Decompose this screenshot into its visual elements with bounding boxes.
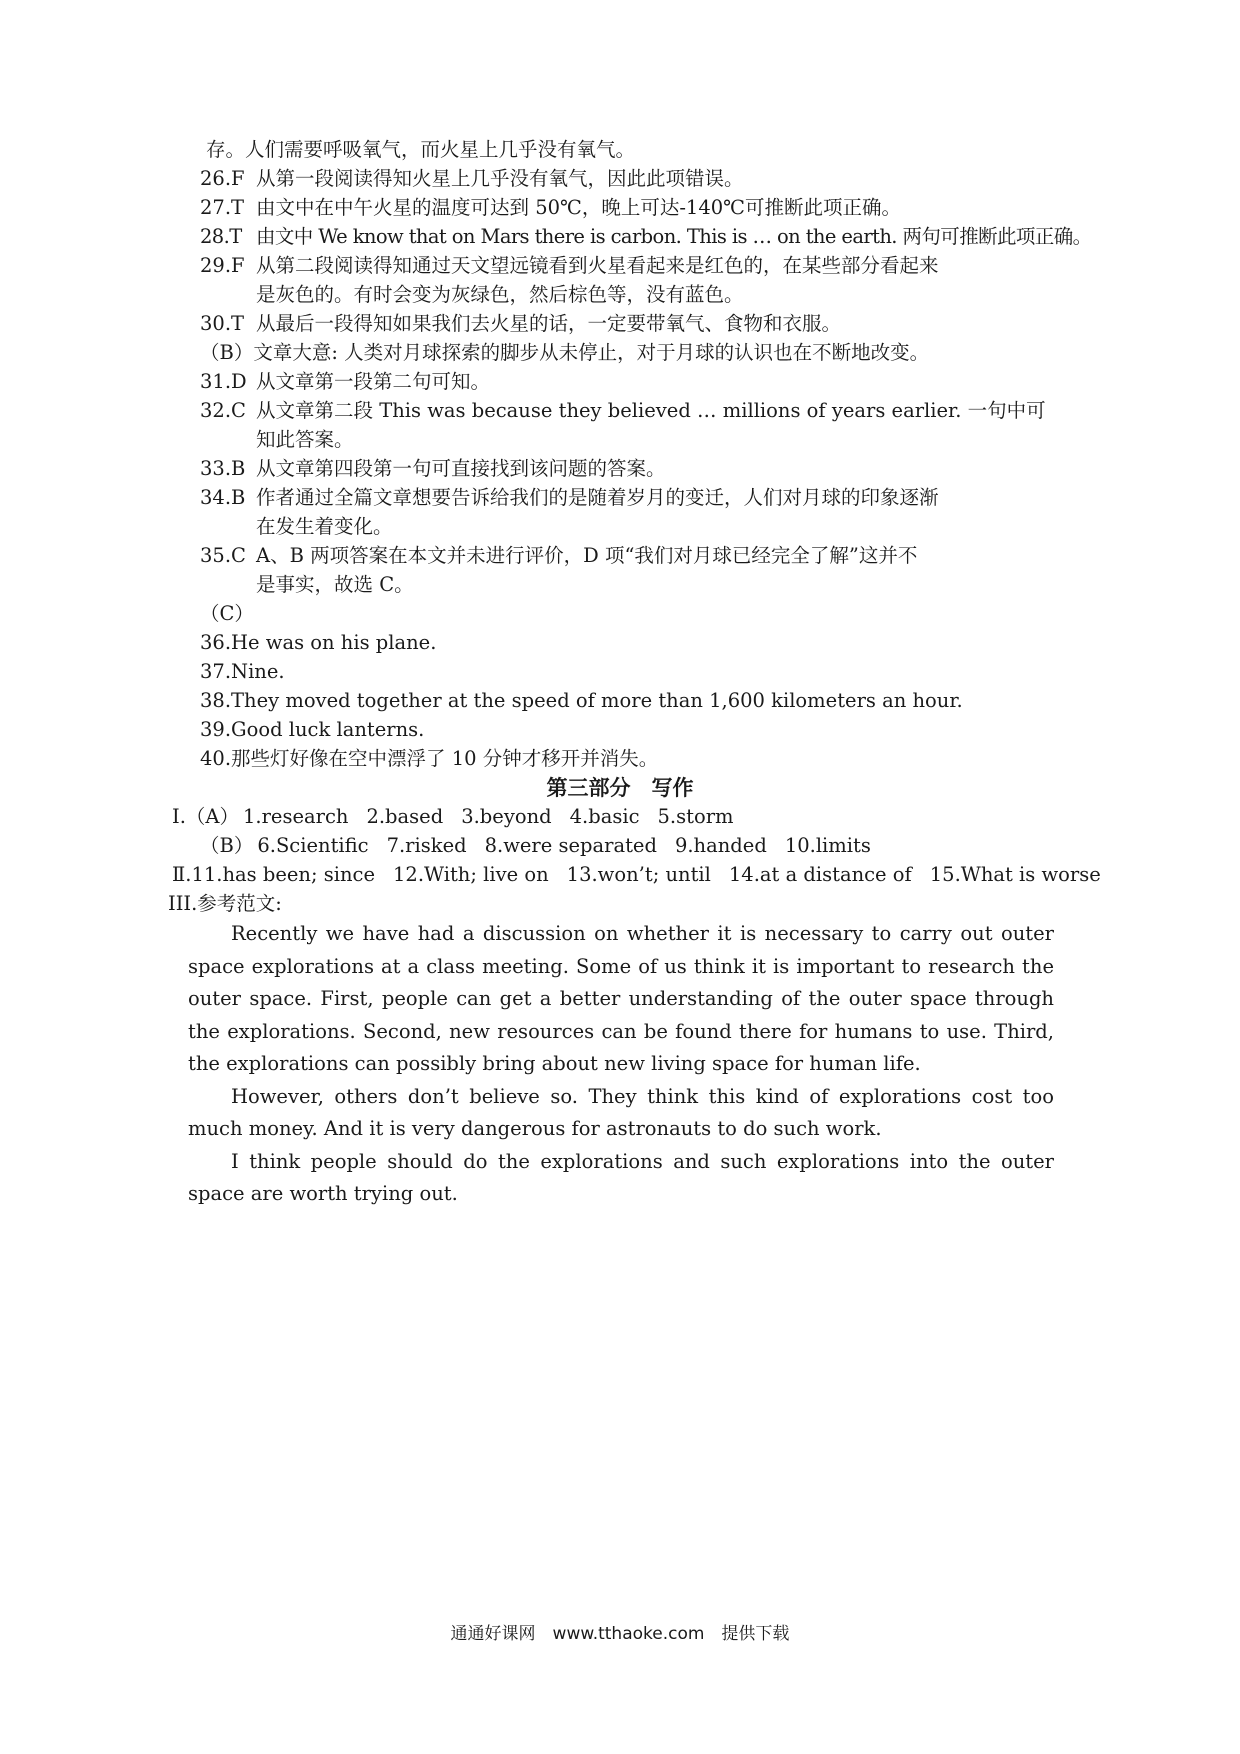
answer-item-39: 39.Good luck lanterns. bbox=[200, 718, 425, 741]
answer-item-31 bbox=[200, 366, 490, 398]
word-answer: 5.storm bbox=[657, 805, 734, 828]
answer-explanation: 从文章第四段第一句可直接找到该问题的答案。 bbox=[256, 457, 666, 480]
passage-c-heading: （C） bbox=[200, 602, 254, 625]
section3-label: III.参考范文: bbox=[168, 892, 282, 915]
section1-b-answers bbox=[200, 830, 889, 862]
answer-number: 30.T bbox=[200, 312, 245, 335]
essay-paragraph: Recently we have had a discussion on whether it is necessary to carry out outer space explorations at a class meeting. Some of us think it is important to research the outer space. First, people can get a better understanding of the outer space through the explorations. Second, new resources can be found there for humans to use. Third, the explorations can possibly bring about new living space for human life. bbox=[188, 922, 1054, 1075]
page-footer: 通通好课网 www.tthaoke.com 提供下载 bbox=[450, 1624, 790, 1644]
answer-item-40: 40.那些灯好像在空中漂浮了 10 分钟才移开并消失。 bbox=[200, 747, 659, 770]
answer-explanation: 作者通过全篇文章想要告诉给我们的是随着岁月的变迁，人们对月球的印象逐渐 bbox=[256, 486, 939, 509]
answer-explanation: 从文章第二段 This was because they believed … millions of years earlier. 一句中可 bbox=[256, 399, 1046, 422]
word-answer: 9.handed bbox=[674, 834, 767, 857]
continued-text-line: 存。人们需要呼吸氧气，而火星上几乎没有氧气。 bbox=[206, 138, 636, 161]
word-answer: 7.risked bbox=[386, 834, 467, 857]
answer-item-28 bbox=[200, 221, 1092, 253]
answer-number: 33.B bbox=[200, 457, 246, 480]
answer-explanation: 由文中 We know that on Mars there is carbon. This is … on the earth. 两句可推断此项正确。 bbox=[256, 225, 1092, 248]
phrase-answer: 11.has been; since bbox=[191, 863, 376, 886]
answer-item-27 bbox=[200, 192, 901, 224]
answer-item-33 bbox=[200, 453, 666, 485]
answer-explanation: 从文章第一段第二句可知。 bbox=[256, 370, 491, 393]
answer-number: 35.C bbox=[200, 544, 246, 567]
answer-explanation: 由文中在中午火星的温度可达到 50℃，晚上可达-140℃可推断此项正确。 bbox=[256, 196, 901, 219]
section1-a-answers bbox=[172, 801, 752, 833]
answer-number: 27.T bbox=[200, 196, 245, 219]
phrase-answer: 14.at a distance of bbox=[728, 863, 912, 886]
answer-item-34 bbox=[200, 482, 939, 514]
answer-item-35-continued: 是事实，故选 C。 bbox=[256, 573, 414, 596]
answer-item-32-continued: 知此答案。 bbox=[256, 428, 354, 451]
answer-explanation: 从第二段阅读得知通过天文望远镜看到火星看起来是红色的，在某些部分看起来 bbox=[256, 254, 939, 277]
answer-explanation: A、B 两项答案在本文并未进行评价，D 项“我们对月球已经完全了解”这并不 bbox=[256, 544, 918, 567]
answer-item-37: 37.Nine. bbox=[200, 660, 285, 683]
phrase-answer: 12.With; live on bbox=[393, 863, 549, 886]
answer-item-30 bbox=[200, 308, 841, 340]
answer-item-29 bbox=[200, 250, 939, 282]
answer-number: 26.F bbox=[200, 167, 245, 190]
section2-answers bbox=[172, 859, 1119, 891]
answer-number: 32.C bbox=[200, 399, 246, 422]
answer-item-36: 36.He was on his plane. bbox=[200, 631, 437, 654]
answer-explanation: 从第一段阅读得知火星上几乎没有氧气，因此此项错误。 bbox=[256, 167, 744, 190]
word-answer: 1.research bbox=[242, 805, 349, 828]
word-answer: 6.Scientific bbox=[257, 834, 369, 857]
passage-b-summary: （B）文章大意: 人类对月球探索的脚步从未停止，对于月球的认识也在不断地改变。 bbox=[200, 341, 930, 364]
answer-item-26 bbox=[200, 163, 744, 195]
word-answer: 8.were separated bbox=[484, 834, 657, 857]
essay-paragraph: However, others don’t believe so. They think this kind of explorations cost too much money. And it is very dangerous for astronauts to do such work. bbox=[188, 1084, 1054, 1140]
section-label: Ⅰ.（A） bbox=[172, 805, 239, 828]
answer-item-32 bbox=[200, 395, 1046, 427]
phrase-answer: 15.What is worse bbox=[929, 863, 1101, 886]
answer-explanation: 从最后一段得知如果我们去火星的话，一定要带氧气、食物和衣服。 bbox=[256, 312, 842, 335]
word-answer: 2.based bbox=[366, 805, 444, 828]
section-label: Ⅱ. bbox=[172, 863, 192, 886]
answer-item-35 bbox=[200, 540, 917, 572]
answer-item-29-continued: 是灰色的。有时会变为灰绿色，然后棕色等，没有蓝色。 bbox=[256, 283, 744, 306]
answer-number: 29.F bbox=[200, 254, 245, 277]
word-answer: 4.basic bbox=[569, 805, 640, 828]
section-label: （B） bbox=[200, 834, 254, 857]
answer-number: 31.D bbox=[200, 370, 247, 393]
model-essay bbox=[188, 918, 1054, 1211]
word-answer: 10.limits bbox=[784, 834, 871, 857]
word-answer: 3.beyond bbox=[461, 805, 552, 828]
phrase-answer: 13.won’t; until bbox=[566, 863, 711, 886]
answer-item-38: 38.They moved together at the speed of more than 1,600 kilometers an hour. bbox=[200, 689, 963, 712]
part3-title: 第三部分 写作 bbox=[546, 775, 694, 800]
answer-number: 34.B bbox=[200, 486, 246, 509]
answer-number: 28.T bbox=[200, 225, 242, 248]
answer-item-34-continued: 在发生着变化。 bbox=[256, 515, 393, 538]
essay-paragraph: I think people should do the explorations and such explorations into the outer space are worth trying out. bbox=[188, 1149, 1054, 1205]
